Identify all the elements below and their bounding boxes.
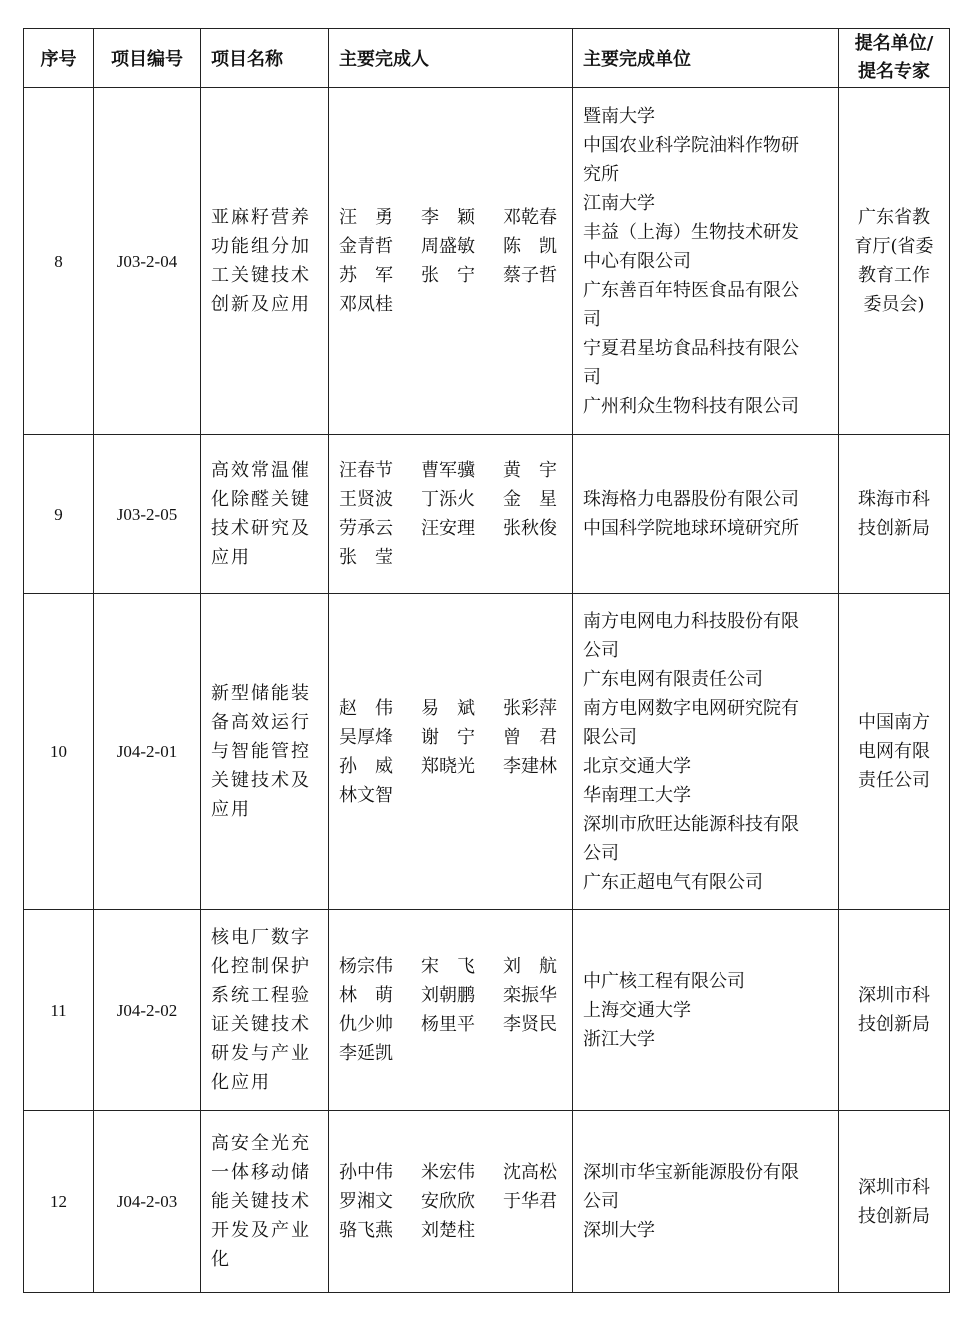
awards-table <box>23 28 950 1293</box>
cell-code: J04-2-03 <box>94 1111 201 1293</box>
cell-project-name <box>201 435 329 594</box>
cell-project-name <box>201 594 329 910</box>
cell-nominator <box>839 594 950 910</box>
person-name: 汪 勇 <box>339 207 393 228</box>
cell-people <box>329 594 573 910</box>
table-row <box>24 910 950 1111</box>
cell-units <box>573 910 839 1111</box>
person-name: 宋 飞 <box>421 956 475 977</box>
nominator-line: 珠海市科 <box>858 489 930 510</box>
person-name: 邓凤桂 <box>339 294 393 315</box>
cell-units <box>573 435 839 594</box>
person-name: 张秋俊 <box>503 518 557 539</box>
cell-project-name <box>201 910 329 1111</box>
project-name-line: 化应用 <box>211 1072 271 1093</box>
project-name-line: 化 <box>211 1249 231 1270</box>
unit-line: 浙江大学 <box>583 1028 655 1050</box>
person-name: 汪安理 <box>421 518 475 539</box>
unit-line: 司 <box>583 308 601 330</box>
cell-units <box>573 594 839 910</box>
project-name-line: 高效常温催 <box>211 460 311 481</box>
unit-line: 江南大学 <box>583 192 655 214</box>
project-name-line: 功能组分加 <box>211 236 311 257</box>
person-name: 汪春节 <box>339 460 393 481</box>
cell-nominator <box>839 435 950 594</box>
person-name: 蔡子哲 <box>503 265 557 286</box>
unit-line: 深圳市华宝新能源股份有限 <box>583 1162 799 1183</box>
people-grid <box>339 694 564 810</box>
person-name: 苏 军 <box>339 265 393 286</box>
people-grid <box>339 1158 564 1245</box>
person-name: 刘楚柱 <box>421 1220 475 1241</box>
nominator-line: 中国南方 <box>858 712 930 733</box>
person-name: 杨宗伟 <box>339 956 393 977</box>
people-grid <box>339 456 564 572</box>
header-row <box>24 29 950 88</box>
person-name: 张 宁 <box>421 265 475 286</box>
unit-line: 限公司 <box>583 726 637 748</box>
unit-line: 丰益（上海）生物技术研发 <box>583 221 799 243</box>
nominator-line: 广东省教 <box>858 207 930 228</box>
cell-project-name <box>201 88 329 435</box>
project-name-line: 关键技术及 <box>211 770 311 791</box>
person-name: 沈高松 <box>503 1162 557 1183</box>
table-row <box>24 435 950 594</box>
project-name-line: 应用 <box>211 547 251 568</box>
cell-project-name <box>201 1111 329 1293</box>
people-grid <box>339 203 564 319</box>
nominator-line: 深圳市科 <box>858 1176 930 1198</box>
person-name: 于华君 <box>503 1191 557 1212</box>
unit-line: 南方电网数字电网研究院有 <box>583 697 799 719</box>
person-name: 邓乾春 <box>503 207 557 228</box>
unit-line: 广州利众生物科技有限公司 <box>583 395 799 417</box>
unit-line: 究所 <box>583 163 619 185</box>
person-name: 王贤波 <box>339 489 393 510</box>
cell-code: J04-2-01 <box>94 594 201 910</box>
person-name: 陈 凯 <box>503 236 557 257</box>
nominator-line: 电网有限 <box>858 741 930 762</box>
header-people: 主要完成人 <box>329 29 573 88</box>
person-name: 赵 伟 <box>339 697 393 719</box>
person-name: 曹军骥 <box>421 460 475 481</box>
cell-seq: 11 <box>24 910 94 1111</box>
project-name-line: 创新及应用 <box>211 294 311 315</box>
project-name-line: 一体移动储 <box>211 1162 311 1183</box>
cell-seq: 8 <box>24 88 94 435</box>
cell-units <box>573 88 839 435</box>
unit-line: 公司 <box>583 639 619 661</box>
project-name-line: 亚麻籽营养 <box>211 207 311 228</box>
project-name-line: 核电厂数字 <box>211 927 311 948</box>
cell-units <box>573 1111 839 1293</box>
person-name: 金 星 <box>503 489 557 510</box>
table-row <box>24 88 950 435</box>
unit-line: 中广核工程有限公司 <box>583 970 745 992</box>
unit-line: 暨南大学 <box>583 105 655 127</box>
unit-line: 中国农业科学院油料作物研 <box>583 134 799 156</box>
header-nominator <box>839 29 950 88</box>
person-name: 易 斌 <box>421 697 475 719</box>
project-name-line: 备高效运行 <box>211 712 311 733</box>
cell-nominator <box>839 1111 950 1293</box>
person-name: 吴厚烽 <box>339 726 393 748</box>
unit-line: 宁夏君星坊食品科技有限公 <box>583 337 799 359</box>
unit-line: 深圳市欣旺达能源科技有限 <box>583 813 799 835</box>
project-name-line: 化控制保护 <box>211 956 311 977</box>
unit-line: 公司 <box>583 1191 619 1212</box>
nominator-line: 技创新局 <box>858 518 930 539</box>
unit-line: 华南理工大学 <box>583 784 691 806</box>
project-name-line: 应用 <box>211 799 251 820</box>
unit-line: 公司 <box>583 842 619 864</box>
cell-code: J03-2-05 <box>94 435 201 594</box>
header-units: 主要完成单位 <box>573 29 839 88</box>
person-name: 劳承云 <box>339 518 393 539</box>
person-name: 李 颖 <box>421 207 475 228</box>
unit-line: 南方电网电力科技股份有限 <box>583 610 799 632</box>
nominator-line: 育厅(省委 <box>854 236 934 257</box>
person-name: 谢 宁 <box>421 726 475 748</box>
nominator-line: 责任公司 <box>858 770 930 791</box>
person-name: 李贤民 <box>503 1014 557 1035</box>
cell-seq: 12 <box>24 1111 94 1293</box>
unit-line: 上海交通大学 <box>583 999 691 1021</box>
nominator-line: 技创新局 <box>858 1205 930 1227</box>
unit-line: 北京交通大学 <box>583 755 691 777</box>
header-name: 项目名称 <box>201 29 329 88</box>
nominator-line: 教育工作 <box>858 265 930 286</box>
person-name: 孙中伟 <box>339 1162 393 1183</box>
unit-line: 中国科学院地球环境研究所 <box>583 518 799 539</box>
unit-line: 中心有限公司 <box>583 250 691 272</box>
cell-code: J04-2-02 <box>94 910 201 1111</box>
person-name: 林文智 <box>339 784 393 806</box>
unit-line: 广东电网有限责任公司 <box>583 668 763 690</box>
header-seq: 序号 <box>24 29 94 88</box>
person-name: 曾 君 <box>503 726 557 748</box>
cell-code: J03-2-04 <box>94 88 201 435</box>
person-name: 黄 宇 <box>503 460 557 481</box>
nominator-line: 技创新局 <box>858 1014 930 1035</box>
header-code: 项目编号 <box>94 29 201 88</box>
unit-line: 司 <box>583 366 601 388</box>
unit-line: 深圳大学 <box>583 1220 655 1241</box>
cell-people <box>329 1111 573 1293</box>
person-name: 栾振华 <box>503 985 557 1006</box>
project-name-line: 系统工程验 <box>211 985 311 1006</box>
project-name-line: 高安全光充 <box>211 1133 311 1154</box>
person-name: 刘朝鹏 <box>421 985 475 1006</box>
project-name-line: 技术研究及 <box>211 518 311 539</box>
person-name: 骆飞燕 <box>339 1220 393 1241</box>
unit-line: 广东正超电气有限公司 <box>583 871 763 893</box>
project-name-line: 化除醛关键 <box>211 489 311 510</box>
table-row <box>24 1111 950 1293</box>
person-name: 刘 航 <box>503 956 557 977</box>
person-name: 张彩萍 <box>503 697 557 719</box>
person-name: 杨里平 <box>421 1014 475 1035</box>
person-name: 安欣欣 <box>421 1191 475 1212</box>
cell-people <box>329 910 573 1111</box>
person-name: 丁泺火 <box>421 489 475 510</box>
person-name: 李延凯 <box>339 1043 393 1064</box>
cell-people <box>329 88 573 435</box>
person-name: 米宏伟 <box>421 1162 475 1183</box>
project-name-line: 工关键技术 <box>211 265 311 286</box>
header-nominator-line: 提名单位/ <box>854 33 934 54</box>
cell-nominator <box>839 910 950 1111</box>
project-name-line: 与智能管控 <box>211 741 311 762</box>
header-nominator-line: 提名专家 <box>858 61 930 82</box>
person-name: 郑晓光 <box>421 755 475 777</box>
cell-seq: 9 <box>24 435 94 594</box>
project-name-line: 证关键技术 <box>211 1014 311 1035</box>
table-row <box>24 594 950 910</box>
project-name-line: 开发及产业 <box>211 1220 311 1241</box>
nominator-line: 深圳市科 <box>858 985 930 1006</box>
cell-people <box>329 435 573 594</box>
project-name-line: 研发与产业 <box>211 1043 311 1064</box>
nominator-line: 委员会) <box>863 294 925 315</box>
person-name: 李建林 <box>503 755 557 777</box>
person-name: 罗湘文 <box>339 1191 393 1212</box>
person-name: 周盛敏 <box>421 236 475 257</box>
person-name: 林 萌 <box>339 985 393 1006</box>
project-name-line: 新型储能装 <box>211 683 311 704</box>
person-name: 孙 威 <box>339 755 393 777</box>
person-name: 仇少帅 <box>339 1014 393 1035</box>
unit-line: 广东善百年特医食品有限公 <box>583 279 799 301</box>
unit-line: 珠海格力电器股份有限公司 <box>583 489 799 510</box>
cell-seq: 10 <box>24 594 94 910</box>
people-grid <box>339 952 564 1068</box>
cell-nominator <box>839 88 950 435</box>
project-name-line: 能关键技术 <box>211 1191 311 1212</box>
person-name: 张 莹 <box>339 547 393 568</box>
person-name: 金青哲 <box>339 236 393 257</box>
